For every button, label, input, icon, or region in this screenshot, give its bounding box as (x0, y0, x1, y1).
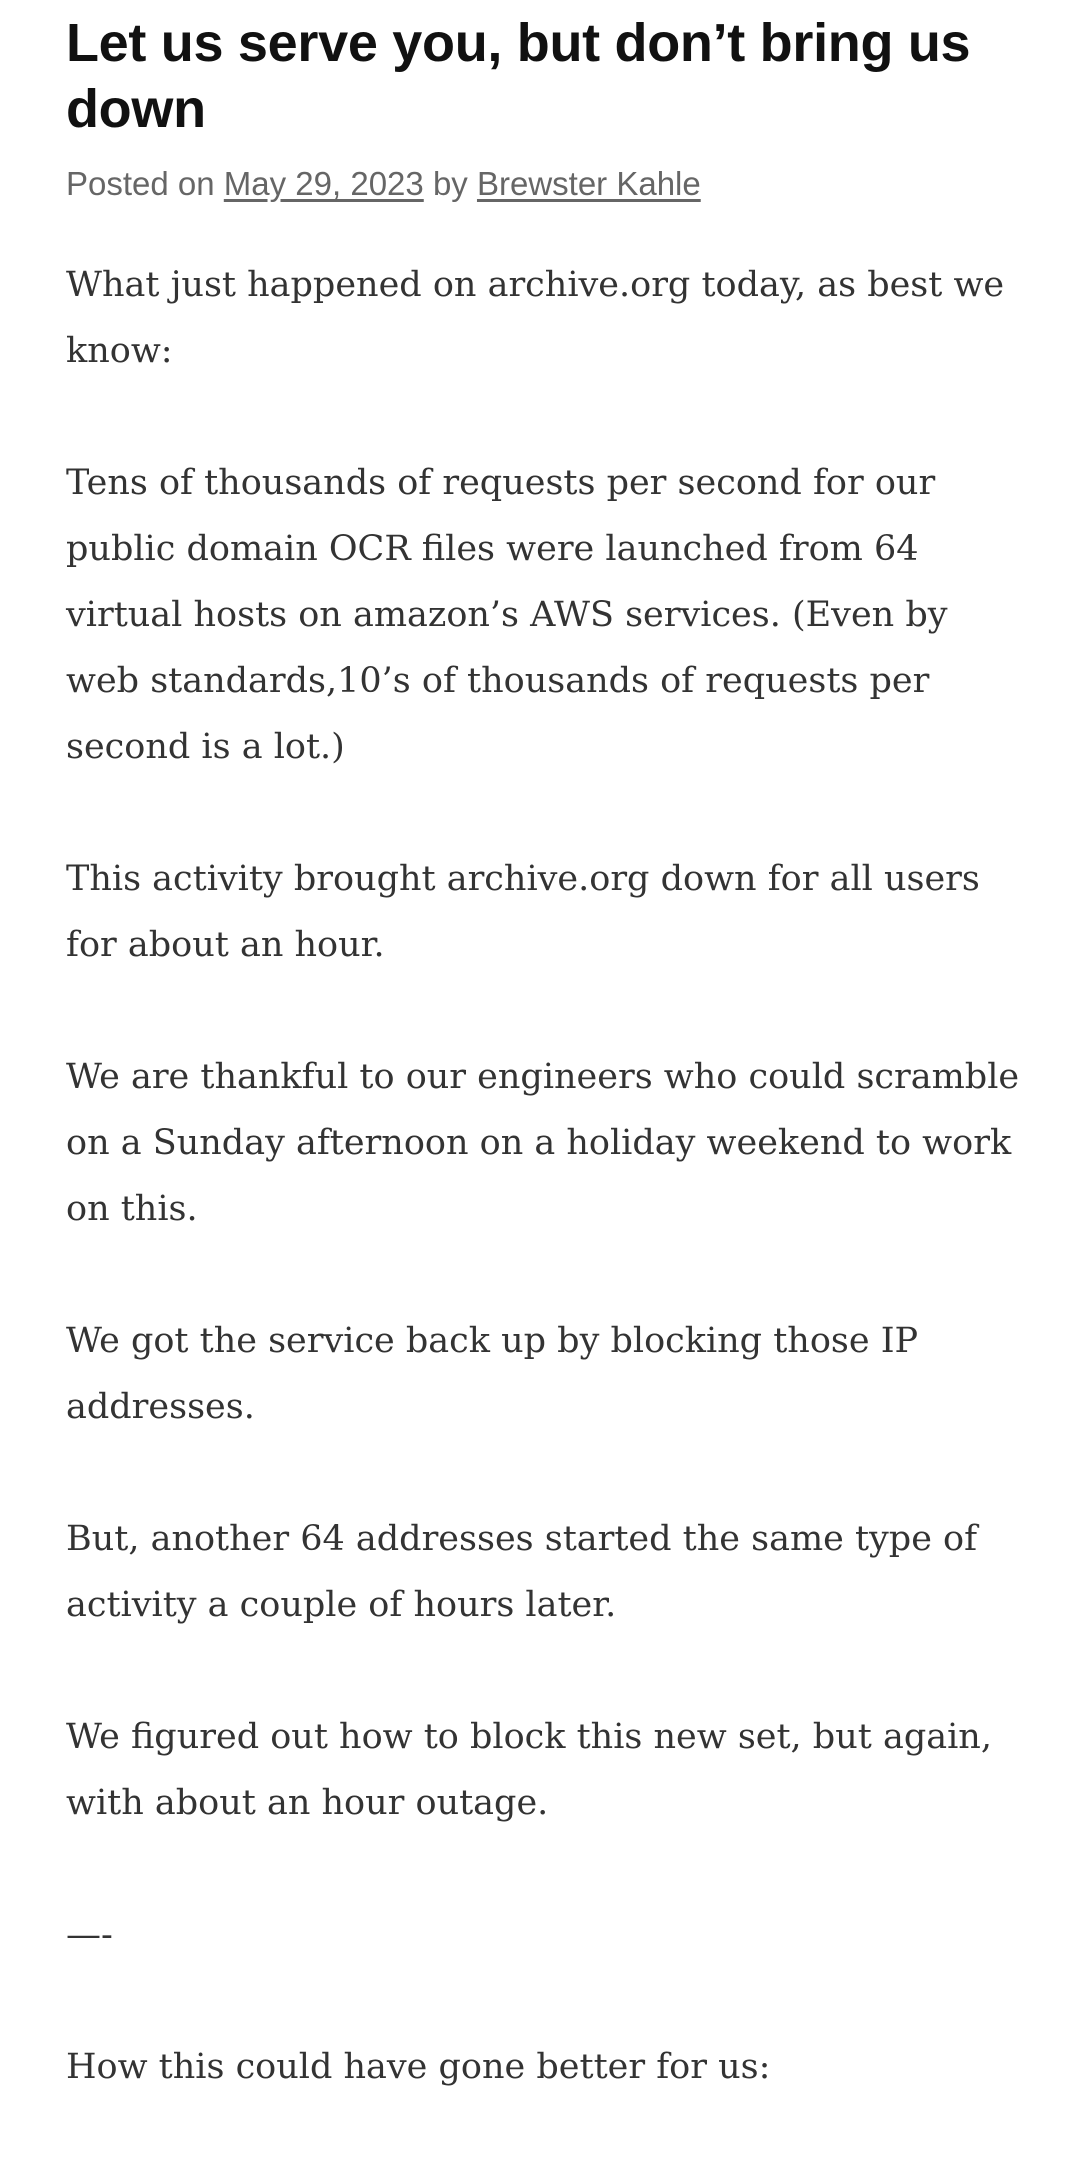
paragraph: How this could have gone better for us: (66, 2047, 771, 2087)
paragraph: We are thankful to our engineers who could scramble on a Sunday afternoon on a holiday weekend to work on this. (66, 1057, 1020, 1229)
paragraph: We got the service back up by blocking those IP addresses. (66, 1321, 919, 1427)
paragraph: This activity brought archive.org down for all users for about an hour. (66, 859, 980, 965)
author-link[interactable]: Brewster Kahle (476, 165, 701, 202)
separator-text: —- (66, 1915, 113, 1955)
blog-post (66, 0, 1026, 2166)
post-content (66, 252, 1026, 2100)
by-label: by (432, 165, 468, 202)
posted-on-label: Posted on (66, 165, 215, 202)
post-title: Let us serve you, but don’t bring us down (66, 13, 971, 139)
post-meta (66, 162, 1026, 206)
post-date-link[interactable]: May 29, 2023 (223, 165, 424, 202)
paragraph: What just happened on archive.org today, as best we know: (66, 265, 1005, 371)
paragraph: We figured out how to block this new set, but again, with about an hour outage. (66, 1717, 992, 1823)
paragraph: Tens of thousands of requests per second for our public domain OCR files were launched from 64 virtual hosts on amazon’s AWS services. (Even by web standards,10’s of thousands of requests per second is a lot.) (66, 463, 948, 767)
paragraph: But, another 64 addresses started the same type of activity a couple of hours later. (66, 1519, 978, 1625)
